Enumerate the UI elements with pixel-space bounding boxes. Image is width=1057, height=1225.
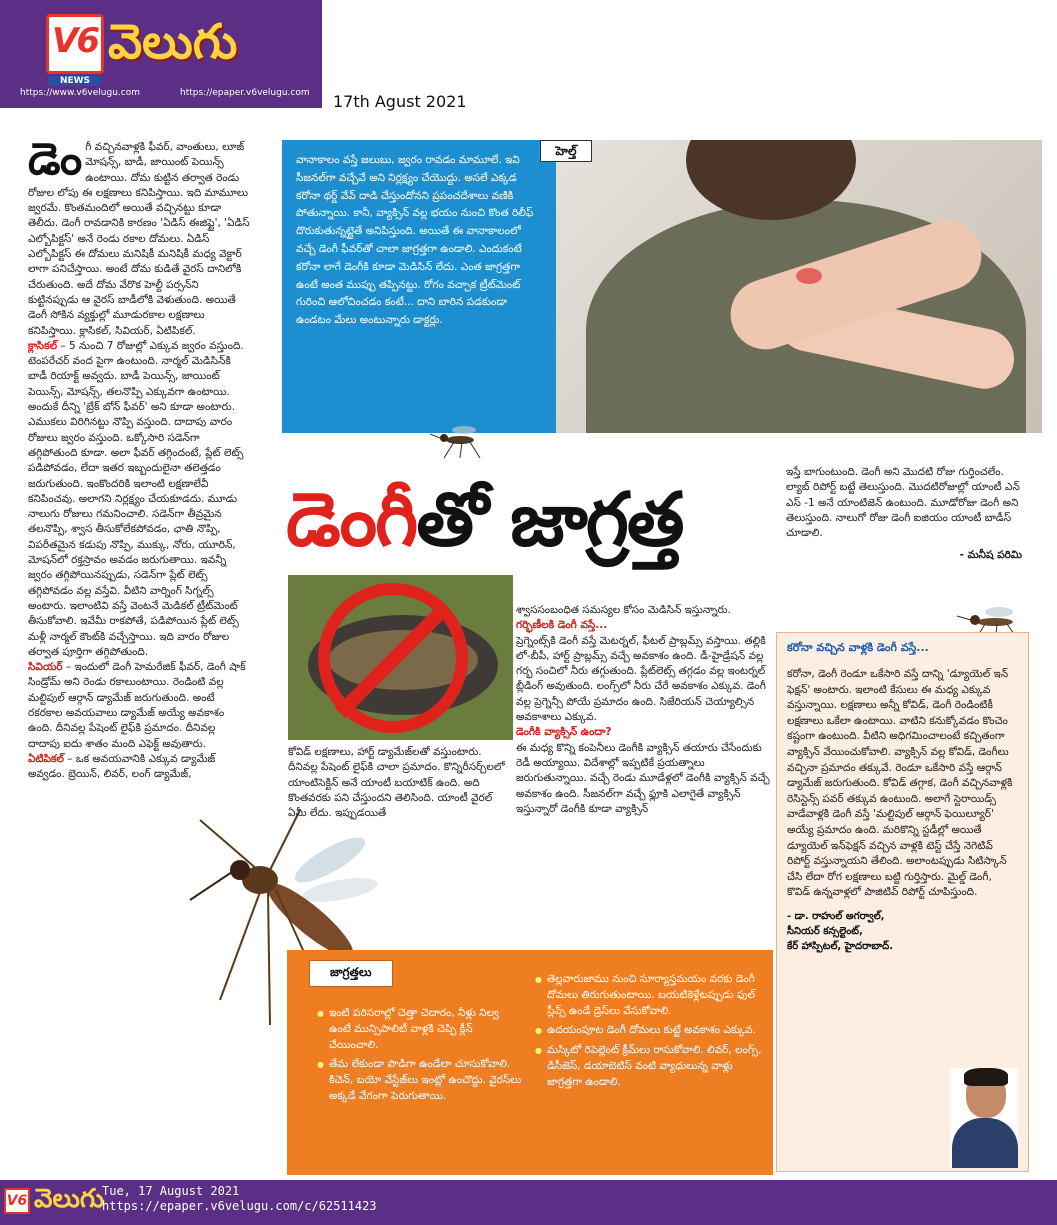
site-url[interactable]: https://www.v6velugu.com xyxy=(20,88,140,98)
doctor-name: - డా. రాహుల్ అగర్వాల్, xyxy=(787,910,885,922)
intro-text: గీ వచ్చినవాళ్లకి ఫీవర్, వాంతులు, లూజ్ మోషన్స్, బాడీ, జాయింట్ పెయిన్స్ ఉంటాయి. దోమ కుట్టిన తర్వాత రెండు రోజుల లోపు ఈ లక్షణాలు కనిపిస్తాయి. ఇది మామూలు జ్వరమే. కొంతమందిలో అయితే వచ్చినట్టు కూడా తెలీదు. డెంగీ రావడానికి కారణం 'ఏడిస్ ఈజిప్టై', 'ఏడిస్ ఎల్బోపిక్టస్' అనే రెండు రకాల దోమలు. ఏడిస్ ఎల్బోపిక్టస్ ఈ దోమలు మనిషికీ మనిషికీ మధ్య వెక్టార్​లాగా పనిచేస్తాయి. అంటే దోమ కుడితే వైరస్ దానిలోకి చేరుతుంది. అదే దోమ వేరొక హెల్దీ పర్సన్​ని కుట్టినప్పుడు ఆ వైరస్ బాడీలోకి వెళుతుంది. అయితే డెంగీ సోకిన వ్యక్తుల్లో మూడురకాల లక్షణాలు కనిపిస్తాయి. క్లాసికల్, సివియర్, ఏటిపికల్. xyxy=(28,141,250,337)
precautions-box xyxy=(287,950,773,1175)
issue-date: 17th Agust 2021 xyxy=(333,92,467,111)
drop-cap: డెం xyxy=(28,140,83,185)
atypical-text: – ఒక అవయవానికి ఎక్కువ డ్యామేజ్ అవ్వడం. బ్రెయిన్, లివర్, లంగ్ డ్యామేజ్, xyxy=(28,752,216,781)
list-item: ● ఉదయంపూట డెంగీ దోమలు కుట్టే అవకాశం ఎక్కువ. xyxy=(535,1023,763,1039)
footer-date: Tue, 17 August 2021 xyxy=(102,1184,240,1198)
vaccine-heading: డెంగీకి వ్యాక్సిన్ ఉందా? xyxy=(516,726,612,739)
pregnant-heading: గర్భిణీలకి డెంగీ వస్తే... xyxy=(516,619,608,632)
headline-black: తో జాగ్రత్త xyxy=(416,477,683,563)
severe-text: – ఇందులో డెంగీ హెమరేజిక్ ఫీవర్, డెంగీ షాక్ సిండ్రోమ్ అని రెండు రకాలుంటాయి. రెండింటి వల్ల మల్టిపుల్ ఆర్గాన్ డ్యామేజ్ జరుగుతుంది. అంటే రకరకాల అవయవాలు డ్యామేజ్ అయ్యే అవకాశం ఉంది. దీనివల్ల పేషెంట్ లైఫ్​కి ప్రమాదం. దీనివల్ల దాదాపు ఐదు శాతం మంది ఎఫెక్ట్ అవుతారు. xyxy=(28,661,246,750)
health-intro-box xyxy=(282,140,556,433)
precautions-title: జాగ్రత్తలు xyxy=(309,960,393,987)
list-item: ● తేమ లేకుండా పొడిగా ఉండేలా చూసుకోవాలి. కిచెన్, బయో వేస్టేజ్​లు ఇంట్లో ఉంచొద్దు. వైరస్​లు అక్కడే వేగంగా పెరుగుతాయి. xyxy=(317,1057,523,1104)
list-item: ● తెల్లవారుజాము నుంచి సూర్యాస్తమయం వరకు డెంగీ దోమలు తిరుగుతుంటాయి. బయటికెళ్లేటప్పుడు ఫుల్ స్లీవ్స్ ఉండే డ్రెస్​లు వేసుకోవాలి. xyxy=(535,972,763,1019)
col3-text-3: ఈ మధ్య కొన్ని కంపెనీలు డెంగీకి వ్యాక్సిన్ తయారు చేసేందుకు రెడీ అయ్యాయి. విదేశాల్లో ఇప్పటికే ప్రయత్నాలు జరుగుతున్నాయి. వచ్చే రెండు మూడేళ్లలో డెంగీకి వ్యాక్సిన్ వచ్చే అవకాశం ఉంది. సీజనల్​గా వచ్చే ఫ్లూకి ఎలాగైతే వ్యాక్సిన్ ఇస్తున్నారో డెంగీకి కూడా వ్యాక్సిన్ xyxy=(516,741,770,815)
sidebar-text: కరోనా, డెంగీ రెండూ ఒకేసారి వస్తే దాన్ని 'డ్యూయెల్ ఇన్​ఫెక్షన్' అంటారు. ఇలాంటి కేసులు ఈ మధ్య ఎక్కువ వస్తున్నాయి. లక్షణాలు అన్నీ కోవిడ్, డెంగీ రెండింటికీ లక్షణాలు ఒకేలా ఉంటాయి. వాటిని కనుక్కోవడం కొంచెం కష్టంగా ఉంటుంది. వీటిని అధిగమించాలంటే కచ్చితంగా వ్యాక్సిన్ వేయించుకోవాలి. వ్యాక్సిన్ వల్ల కోవిడ్, డెంగీలు వచ్చినా ప్రమాదం తక్కువే. రెండూ ఒకేసారి వస్తే ఆర్గాన్ డ్యామేజ్ జరుగుతుంది. కోవిడ్ తగ్గాక, డెంగీ వచ్చినవాళ్లకి రెసిస్టెన్స్ పవర్ తక్కువ ఉంటుంది. అలాగే స్టెరాయిడ్స్ వాడేవాళ్లకి డెంగీ వస్తే 'మల్టిపుల్ ఆర్గాన్ ఫెయిల్యూర్' అయ్యే ప్రమాదం ఉంది. మరికొన్ని స్టడీల్లో అయితే డ్యూయెల్ ఇన్​ఫెక్షన్ వచ్చిన వాళ్లకి టెస్ట్ చేస్తే నెగెటివ్ రిపోర్ట్ వస్తున్నాయని తేలింది. అలాంటప్పుడు సిటిస్కాన్ చేసి లేదా రోగ లక్షణాలు బట్టి గుర్తిస్తారు. మైల్డ్ డెంగీ, కొవిడ్ ఉన్నవాళ్లలో పాజిటివ్ రిపోర్ట్ చూపిస్తుంది. xyxy=(787,668,1013,899)
precautions-list-left xyxy=(317,1006,523,1109)
health-intro-text: వానాకాలం వస్తే జలుబు, జ్వరం రావడం మామూలే. ఇవి సీజనల్​గా వచ్చేవే అని నిర్లక్ష్యం చేయొద్దు. అసలే ఎక్కడ కరోనా థర్డ్ వేవ్ దాడి చేస్తుందోనని ప్రపంచదేశాలు వణికి పోతున్నాయి. కానీ, వ్యాక్సిన్ వల్ల భయం నుంచి కొంత రిలీఫ్ దొరుకుతున్నట్టైతే అనిపిస్తుంది. అయితే ఈ వానాకాలంలో వచ్చే డెంగీ ఫీవర్​తో చాలా జాగ్రత్తగా ఉండాలి. ఎందుకంటే కరోనా లాగే డెంగీకి కూడా మెడిసిన్ లేదు. ఎంత జాగ్రత్తగా ఉంటే అంత ముప్పు తప్పినట్టు. రోగం వచ్చాక ట్రీట్​మెంట్ గురించి ఆలోచించడం కంటే... దాని బారిన పడకుండా ఉండటం మేలు అంటున్నారు డాక్టర్లు. xyxy=(296,154,534,327)
severe-heading: సివియర్ xyxy=(28,661,63,674)
v6-logo xyxy=(46,14,104,86)
epaper-url[interactable]: https://epaper.v6velugu.com xyxy=(180,88,310,98)
col3-text-1: శ్వాససంబంధిత సమస్యల కోసం మెడిసిన్ ఇస్తున్నారు. xyxy=(516,604,731,616)
precautions-list-right xyxy=(535,972,763,1095)
article-column-3 xyxy=(516,603,774,817)
section-tag: హెల్త్ xyxy=(540,140,592,162)
main-headline xyxy=(286,470,776,580)
footer-url[interactable]: https://epaper.v6velugu.com/c/62511423 xyxy=(102,1199,377,1213)
col3-text-2: ప్రెగ్నెంట్స్​కి డెంగీ వస్తే మెటర్నల్, ఫీటల్ ప్రాబ్లమ్స్ వస్తాయి. తల్లికి లో-బీపీ, హార్ట్ ప్రాబ్లమ్స్ వచ్చే అవకాశం ఉంది. డీ-హైడ్రేషన్ వల్ల గర్భ సంచిలో నీరు తగ్గుతుంది. ప్లేట్​లెట్స్ తగ్గడం వల్ల ఇంటర్నల్ బ్లీడింగ్ అవుతుంది. లంగ్స్​లో నీరు చేరే అవకాశం ఎక్కువ. డెంగీ వల్ల ప్రెగ్నెన్సీ పోయే ప్రమాదం ఉంది. సిజేరియన్ చెయ్యాల్సిన అవకాశాలు ఎక్కువ. xyxy=(516,634,766,724)
logo-text: V6 xyxy=(52,21,98,61)
footer-logo: V6 xyxy=(4,1188,30,1214)
author-byline: - మనీష పరిమి xyxy=(959,549,1022,562)
mosquito-icon xyxy=(430,420,490,460)
footer-bar xyxy=(0,1180,1057,1225)
classical-heading: క్లాసికల్ xyxy=(28,339,58,352)
list-item: ● ఇంటి పరిసరాల్లో చెత్తా చెదారం, నీళ్లు నిల్వ ఉంటే మున్సిపాలిటీ వాళ్లకి చెప్పి క్లీన్ చేయించాలి. xyxy=(317,1006,523,1053)
woman-scratching-arm-photo xyxy=(556,140,1042,433)
col4-text: ఇస్తే బాగుంటుంది. డెంగీ అని మొదటి రోజు గుర్తించలేం. ల్యాబ్ రిపోర్ట్ బట్టే తెలుస్తుంది. మొదటిరోజుల్లో యాంటీ ఎన్​ఎస్ -1 అనే యాంటిజెన్ ఉంటుంది. మూడోరోజు డెంగీ అని తెలుస్తుంది. నాలుగో రోజు డెంగీ ఐజియం యాంటీ బాడీస్ చూడాలి. xyxy=(786,466,1020,540)
stagnant-water-ban-photo xyxy=(288,575,513,740)
headline-red: డెంగీ xyxy=(286,477,417,563)
masthead xyxy=(0,0,322,108)
col2-text: కోవిడ్ లక్షణాలు, హార్ట్ డ్యామేజ్​లతో వస్తుంటారు. దీనివల్ల పేషెంట్ లైఫ్​కి చాలా ప్రమాదం. కొన్నిరీసర్చ్​లలో యాంటిసెక్టిన్ అనే యాంటీ బయాటిక్ ఉంది. అది కొంతవరకు పని చేస్తుందని తెలిసింది. యాంటీ వైరల్ ఏమీ లేదు. ఇప్పుడయితే xyxy=(288,746,505,820)
doctor-photo xyxy=(950,1068,1018,1168)
list-item: ● మస్కిటో రిపెల్లెంట్ క్రీమ్​లు రాసుకోవాలి. లివర్, లంగ్స్, డిసీజెస్, డయాబెటిస్ వంటి వ్యాధులున్న వాళ్లు జాగ్రత్తగా ఉండాలి. xyxy=(535,1043,763,1090)
sidebar-title: కరోనా వచ్చిన వాళ్లకి డెంగీ వస్తే... xyxy=(787,641,929,654)
footer-name: వెలుగు xyxy=(34,1184,105,1214)
doctor-title: సీనియర్ కన్సల్టెంట్, xyxy=(787,925,863,937)
logo-sub: NEWS xyxy=(49,76,101,86)
atypical-heading: ఏటిపికల్ xyxy=(28,752,64,765)
article-column-4 xyxy=(786,465,1022,564)
doctor-hospital: కేర్ హాస్పిటల్, హైదరాబాద్. xyxy=(787,940,894,952)
classical-text: – 5 నుంచి 7 రోజుల్లో ఎక్కువ జ్వరం వస్తుంది. టెంపరేచర్ వంద పైగా ఉంటుంది. నార్మల్ మెడిసిన్​కి బాడీ రియాక్ట్ అవ్వదు. బాడీ పెయిన్స్, జాయింట్ పెయిన్స్, మోషన్స్, తలనొప్పి ఎక్కువగా ఉంటాయి. అందుకే దీన్ని 'బ్రేక్ బోన్ ఫీవర్' అని కూడా అంటారు. ఎముకలు విరిగినట్టు నొప్పి వస్తుంది. దాదాపు వారం రోజులు జ్వరం వస్తుంది. ఒక్కోసారి సడెన్​గా తగ్గిపోతుంది కూడా. అలా ఫీవర్ తగ్గిందంటే, ప్లేట్ లెట్స్ పడిపోవడం, లేదా ఇతర ఇబ్బందులైనా తలెత్తడం జరుగుతుంది. ఇంకొందరికి ఇలాంటి లక్షణాలేవీ కనిపించవు. అలాగని నిర్లక్ష్యం చేయకూడదు. మూడు నాలుగు రోజులు గమనించాలి. సడెన్​గా తీవ్రమైన తలనొప్పి, శ్వాస తీసుకోలేకపోవడం, ఛాతి నొప్పి, విపరీతమైన కడుపు నొప్పి, ముక్కు, నోరు, యూరిన్, మోషన్​లో రక్తస్రావం అవడం జరుగుతాయి. ఇవన్నీ జ్వరం తగ్గిపోయినప్పుడు, సడెన్​గా ప్లేట్ లెట్స్ తగ్గిపోవడం వల్ల వస్తేవి. వీటిని వార్నింగ్ సిగ్నల్స్ అంటారు. ఇలాంటివి వస్తే వెంటనే మెడికల్ ట్రీట్​మెంట్ తీసుకోవాలి. ఇవేమీ రాకపోతే, పడిపోయిన ప్లేట్ లెట్స్ మళ్లీ నార్మల్ కౌంట్​కి వచ్చేస్తాయి. ఇది వారం రోజుల తర్వాత పూర్తిగా తగ్గిపోతుంది. xyxy=(28,339,244,658)
doctor-signature xyxy=(787,909,937,954)
newspaper-name: వెలుగు xyxy=(108,14,238,70)
